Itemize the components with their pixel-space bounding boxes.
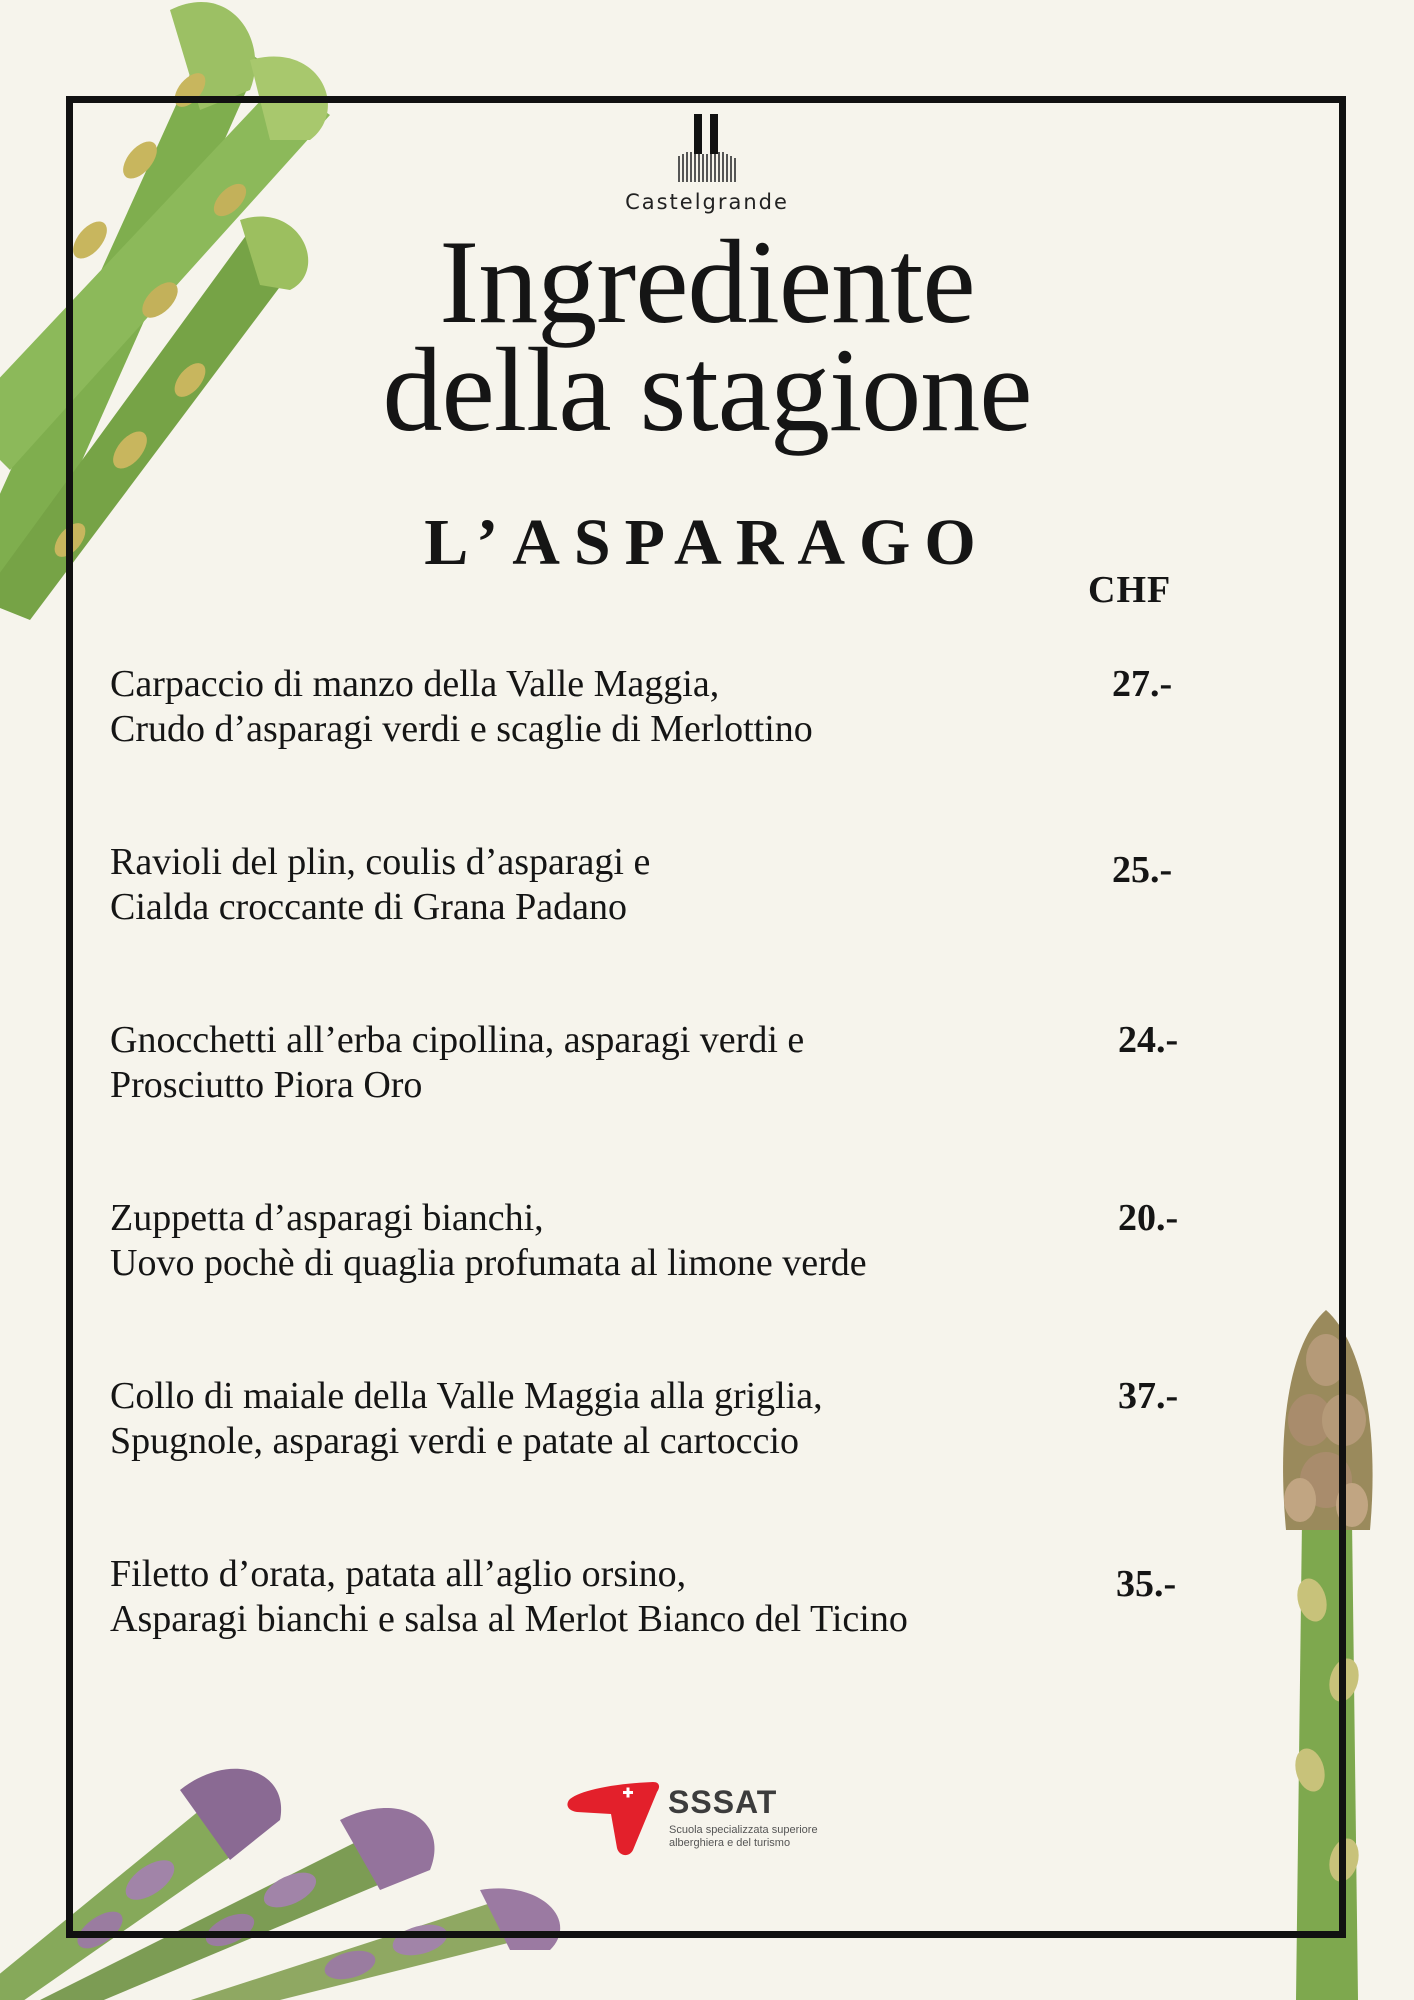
menu-item-price: 25.-: [1112, 849, 1173, 891]
menu-item-line-1: Carpaccio di manzo della Valle Maggia,: [110, 663, 720, 705]
menu-item: [110, 1552, 1220, 1642]
menu-item-price: 27.-: [1112, 663, 1173, 705]
menu-item-line-2: Spugnole, asparagi verdi e patate al cartoccio: [110, 1420, 799, 1462]
sssat-mark-icon: [567, 1778, 663, 1858]
sssat-logo: [567, 1778, 867, 1848]
menu-item-line-2: Uovo pochè di quaglia profumata al limone verde: [110, 1242, 867, 1284]
menu-item-price: 20.-: [1118, 1197, 1179, 1239]
menu-item-description: [110, 1018, 1220, 1108]
sssat-subtitle: [669, 1824, 869, 1850]
menu-item-line-1: Gnocchetti all’erba cipollina, asparagi verdi e: [110, 1019, 805, 1061]
sssat-name: SSSAT: [668, 1784, 778, 1820]
menu-item-description: [110, 1196, 1220, 1286]
castle-tower-icon: [672, 112, 742, 184]
menu-item-price: 35.-: [1116, 1563, 1177, 1605]
menu-item-line-1: Collo di maiale della Valle Maggia alla griglia,: [110, 1375, 823, 1417]
menu-item-price: 37.-: [1118, 1375, 1179, 1417]
title-line-2: della stagione: [382, 323, 1032, 456]
sssat-subtitle-line-1: Scuola specializzata superiore: [669, 1824, 818, 1836]
section-heading: L’ASPARAGO: [424, 506, 990, 579]
menu-item: [110, 1196, 1220, 1286]
castelgrande-logo: [0, 112, 1414, 214]
brand-name: Castelgrande: [625, 190, 789, 214]
menu-item-line-2: Crudo d’asparagi verdi e scaglie di Merlottino: [110, 708, 813, 750]
menu-item-line-2: Cialda croccante di Grana Padano: [110, 886, 627, 928]
menu-item: [110, 1018, 1220, 1108]
page-title: [0, 215, 1414, 456]
sssat-subtitle-line-2: alberghiera e del turismo: [669, 1837, 791, 1849]
menu-item-description: [110, 840, 1220, 930]
menu-item-description: [110, 662, 1220, 752]
menu-item-line-1: Zuppetta d’asparagi bianchi,: [110, 1197, 544, 1239]
currency-label: CHF: [1088, 569, 1172, 611]
menu-item-price: 24.-: [1118, 1019, 1179, 1061]
menu-item-line-2: Asparagi bianchi e salsa al Merlot Bianco del Ticino: [110, 1598, 908, 1640]
menu-item-description: [110, 1374, 1220, 1464]
menu-item: [110, 662, 1220, 752]
menu-item: [110, 840, 1220, 930]
menu-item: [110, 1374, 1220, 1464]
title-line-1: Ingrediente: [439, 215, 975, 348]
menu-item-description: [110, 1552, 1220, 1642]
menu-item-line-2: Prosciutto Piora Oro: [110, 1064, 423, 1106]
menu-item-line-1: Ravioli del plin, coulis d’asparagi e: [110, 841, 651, 883]
menu-item-line-1: Filetto d’orata, patata all’aglio orsino,: [110, 1553, 687, 1595]
